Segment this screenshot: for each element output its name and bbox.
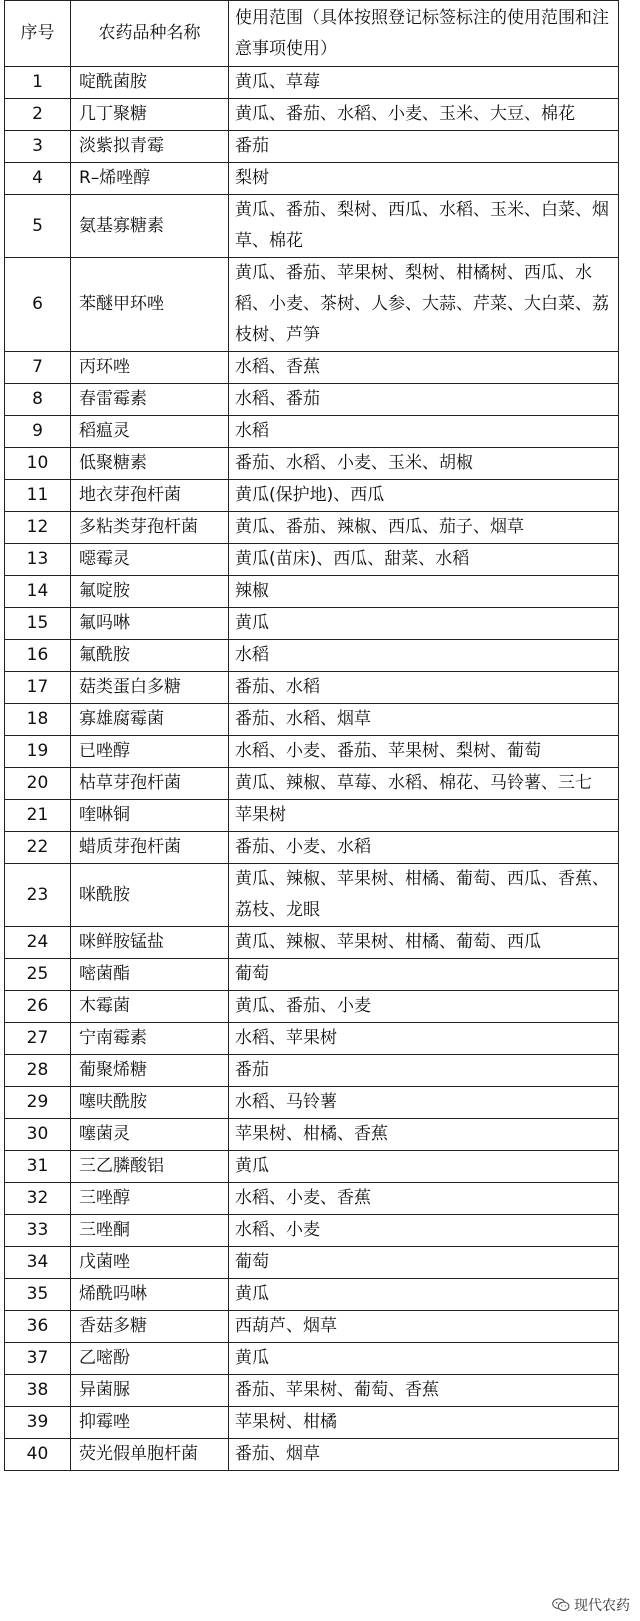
table-row: [5, 99, 619, 131]
row-no: 32: [5, 1183, 71, 1215]
row-no: 21: [5, 800, 71, 832]
row-name: 氟酰胺: [71, 640, 229, 672]
table-row: [5, 800, 619, 832]
row-no: 24: [5, 927, 71, 959]
row-name: 噻菌灵: [71, 1119, 229, 1151]
table-row: [5, 1247, 619, 1279]
watermark-text: 现代农药: [574, 1598, 630, 1614]
row-crops: 水稻: [229, 416, 619, 448]
row-name: 啶酰菌胺: [71, 67, 229, 99]
row-name: 宁南霉素: [71, 1023, 229, 1055]
row-no: 14: [5, 576, 71, 608]
header-no: 序号: [5, 1, 71, 67]
row-crops: 番茄、水稻、小麦、玉米、胡椒: [229, 448, 619, 480]
row-name: 木霉菌: [71, 991, 229, 1023]
row-no: 2: [5, 99, 71, 131]
row-crops: 番茄、烟草: [229, 1439, 619, 1471]
table-row: [5, 1439, 619, 1471]
table-row: [5, 131, 619, 163]
row-name: 咪鲜胺锰盐: [71, 927, 229, 959]
table-row: [5, 1279, 619, 1311]
header-range: 使用范围（具体按照登记标签标注的使用范围和注意事项使用）: [229, 1, 619, 67]
row-no: 39: [5, 1407, 71, 1439]
row-name: R–烯唑醇: [71, 163, 229, 195]
table-row: [5, 1119, 619, 1151]
table-row: [5, 927, 619, 959]
row-no: 1: [5, 67, 71, 99]
table-row: [5, 1023, 619, 1055]
row-name: 三唑醇: [71, 1183, 229, 1215]
row-crops: 黄瓜: [229, 1343, 619, 1375]
row-no: 3: [5, 131, 71, 163]
header-name: 农药品种名称: [71, 1, 229, 67]
row-name: 噻呋酰胺: [71, 1087, 229, 1119]
row-name: 淡紫拟青霉: [71, 131, 229, 163]
row-name: 几丁聚糖: [71, 99, 229, 131]
row-crops: 黄瓜、番茄、小麦: [229, 991, 619, 1023]
row-crops: 水稻、小麦、香蕉: [229, 1183, 619, 1215]
row-no: 34: [5, 1247, 71, 1279]
row-no: 20: [5, 768, 71, 800]
table-row: [5, 1151, 619, 1183]
table-row: [5, 416, 619, 448]
table-row: [5, 672, 619, 704]
row-name: 异菌脲: [71, 1375, 229, 1407]
table-row: [5, 640, 619, 672]
row-name: 咪酰胺: [71, 864, 229, 927]
row-crops: 黄瓜、番茄、水稻、小麦、玉米、大豆、棉花: [229, 99, 619, 131]
row-crops: 水稻、小麦、番茄、苹果树、梨树、葡萄: [229, 736, 619, 768]
row-crops: 番茄: [229, 1055, 619, 1087]
row-no: 4: [5, 163, 71, 195]
table-row: [5, 480, 619, 512]
row-no: 27: [5, 1023, 71, 1055]
row-crops: 水稻、香蕉: [229, 352, 619, 384]
row-crops: 番茄: [229, 131, 619, 163]
row-no: 8: [5, 384, 71, 416]
row-no: 5: [5, 195, 71, 258]
table-row: [5, 768, 619, 800]
table-row: [5, 1311, 619, 1343]
row-name: 枯草芽孢杆菌: [71, 768, 229, 800]
row-crops: 番茄、水稻、烟草: [229, 704, 619, 736]
row-name: 已唑醇: [71, 736, 229, 768]
row-no: 16: [5, 640, 71, 672]
row-crops: 黄瓜: [229, 1279, 619, 1311]
row-no: 11: [5, 480, 71, 512]
row-no: 38: [5, 1375, 71, 1407]
table-row: [5, 544, 619, 576]
row-name: 香菇多糖: [71, 1311, 229, 1343]
row-no: 15: [5, 608, 71, 640]
table-row: [5, 163, 619, 195]
row-crops: 水稻、苹果树: [229, 1023, 619, 1055]
row-no: 25: [5, 959, 71, 991]
pesticide-table: [4, 0, 619, 1471]
row-name: 三唑酮: [71, 1215, 229, 1247]
table-row: [5, 67, 619, 99]
row-no: 35: [5, 1279, 71, 1311]
row-no: 19: [5, 736, 71, 768]
row-name: 氟啶胺: [71, 576, 229, 608]
row-crops: 黄瓜: [229, 608, 619, 640]
row-name: 低聚糖素: [71, 448, 229, 480]
row-crops: 辣椒: [229, 576, 619, 608]
row-no: 7: [5, 352, 71, 384]
row-crops: 番茄、苹果树、葡萄、香蕉: [229, 1375, 619, 1407]
row-crops: 黄瓜、番茄、辣椒、西瓜、茄子、烟草: [229, 512, 619, 544]
row-crops: 水稻、小麦: [229, 1215, 619, 1247]
row-name: 多粘类芽孢杆菌: [71, 512, 229, 544]
row-crops: 番茄、小麦、水稻: [229, 832, 619, 864]
table-row: [5, 959, 619, 991]
row-no: 37: [5, 1343, 71, 1375]
table-row: [5, 384, 619, 416]
row-crops: 黄瓜、番茄、苹果树、梨树、柑橘树、西瓜、水稻、小麦、茶树、人参、大蒜、芹菜、大白菜、荔枝树、芦笋: [229, 258, 619, 352]
row-name: 噁霉灵: [71, 544, 229, 576]
row-name: 菇类蛋白多糖: [71, 672, 229, 704]
row-crops: 水稻、番茄: [229, 384, 619, 416]
row-name: 戊菌唑: [71, 1247, 229, 1279]
table-row: [5, 1343, 619, 1375]
row-crops: 番茄、水稻: [229, 672, 619, 704]
row-crops: 黄瓜、番茄、梨树、西瓜、水稻、玉米、白菜、烟草、棉花: [229, 195, 619, 258]
row-name: 嘧菌酯: [71, 959, 229, 991]
table-row: [5, 1183, 619, 1215]
row-no: 30: [5, 1119, 71, 1151]
row-crops: 黄瓜、辣椒、苹果树、柑橘、葡萄、西瓜: [229, 927, 619, 959]
row-no: 23: [5, 864, 71, 927]
row-name: 氟吗啉: [71, 608, 229, 640]
table-row: [5, 1407, 619, 1439]
row-crops: 水稻: [229, 640, 619, 672]
row-crops: 西葫芦、烟草: [229, 1311, 619, 1343]
row-crops: 梨树: [229, 163, 619, 195]
row-no: 28: [5, 1055, 71, 1087]
table-row: [5, 352, 619, 384]
table-row: [5, 1087, 619, 1119]
table-row: [5, 991, 619, 1023]
row-no: 29: [5, 1087, 71, 1119]
row-crops: 黄瓜、辣椒、草莓、水稻、棉花、马铃薯、三七: [229, 768, 619, 800]
row-no: 26: [5, 991, 71, 1023]
table-row: [5, 832, 619, 864]
row-name: 苯醚甲环唑: [71, 258, 229, 352]
table-row: [5, 195, 619, 258]
table-row: [5, 704, 619, 736]
table-row: [5, 576, 619, 608]
row-name: 丙环唑: [71, 352, 229, 384]
row-no: 36: [5, 1311, 71, 1343]
row-no: 33: [5, 1215, 71, 1247]
table-row: [5, 864, 619, 927]
table-row: [5, 1215, 619, 1247]
row-name: 稻瘟灵: [71, 416, 229, 448]
row-no: 9: [5, 416, 71, 448]
row-name: 荧光假单胞杆菌: [71, 1439, 229, 1471]
table-header-row: [5, 1, 619, 67]
row-crops: 黄瓜: [229, 1151, 619, 1183]
row-no: 31: [5, 1151, 71, 1183]
row-name: 抑霉唑: [71, 1407, 229, 1439]
table-row: [5, 736, 619, 768]
row-no: 17: [5, 672, 71, 704]
row-no: 10: [5, 448, 71, 480]
row-no: 40: [5, 1439, 71, 1471]
row-crops: 黄瓜、草莓: [229, 67, 619, 99]
wechat-icon: [552, 1598, 570, 1612]
row-crops: 葡萄: [229, 959, 619, 991]
row-name: 三乙膦酸铝: [71, 1151, 229, 1183]
row-name: 葡聚烯糖: [71, 1055, 229, 1087]
row-name: 烯酰吗啉: [71, 1279, 229, 1311]
row-name: 寡雄腐霉菌: [71, 704, 229, 736]
row-name: 喹啉铜: [71, 800, 229, 832]
table-body: [5, 67, 619, 1471]
row-crops: 黄瓜、辣椒、苹果树、柑橘、葡萄、西瓜、香蕉、荔枝、龙眼: [229, 864, 619, 927]
row-name: 氨基寡糖素: [71, 195, 229, 258]
row-no: 22: [5, 832, 71, 864]
row-crops: 苹果树、柑橘、香蕉: [229, 1119, 619, 1151]
table-row: [5, 1055, 619, 1087]
table-row: [5, 512, 619, 544]
row-name: 蜡质芽孢杆菌: [71, 832, 229, 864]
table-row: [5, 258, 619, 352]
row-name: 春雷霉素: [71, 384, 229, 416]
table-row: [5, 448, 619, 480]
row-crops: 黄瓜(苗床)、西瓜、甜菜、水稻: [229, 544, 619, 576]
row-no: 12: [5, 512, 71, 544]
row-no: 13: [5, 544, 71, 576]
watermark: [552, 1595, 630, 1615]
table-row: [5, 608, 619, 640]
row-crops: 苹果树: [229, 800, 619, 832]
row-no: 6: [5, 258, 71, 352]
row-no: 18: [5, 704, 71, 736]
row-name: 乙嘧酚: [71, 1343, 229, 1375]
row-crops: 水稻、马铃薯: [229, 1087, 619, 1119]
row-crops: 黄瓜(保护地)、西瓜: [229, 480, 619, 512]
row-name: 地衣芽孢杆菌: [71, 480, 229, 512]
row-crops: 苹果树、柑橘: [229, 1407, 619, 1439]
row-crops: 葡萄: [229, 1247, 619, 1279]
table-row: [5, 1375, 619, 1407]
